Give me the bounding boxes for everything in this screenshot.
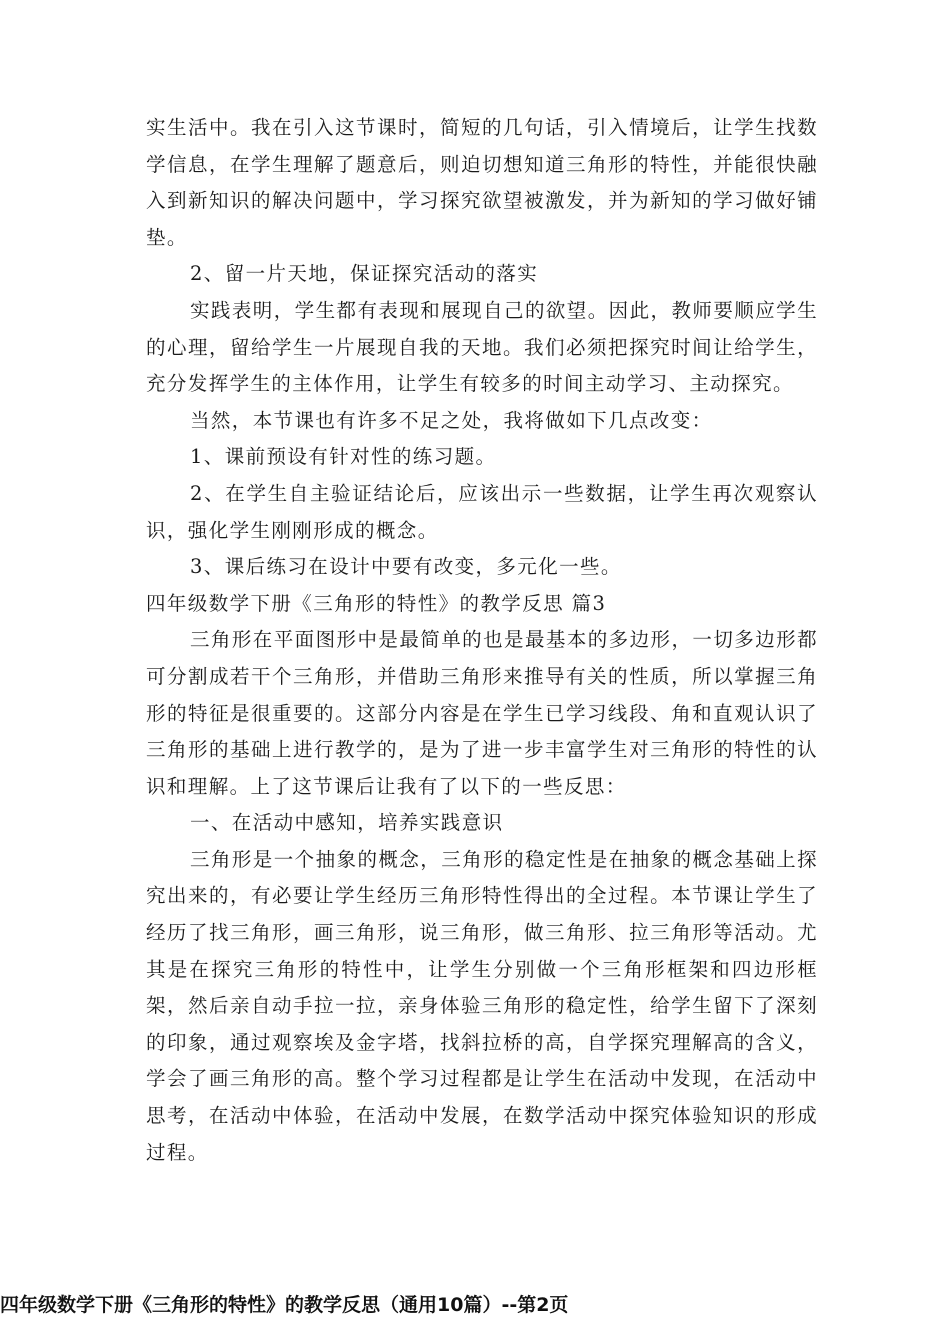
page-footer: 四年级数学下册《三角形的特性》的教学反思（通用10篇）--第2页 [0, 1294, 569, 1316]
heading-activity-perception: 一、在活动中感知，培养实践意识 [190, 811, 504, 835]
list-item-2: 2、在学生自主验证结论后，应该出示一些数据，让学生再次观察认识，强化学生刚刚形成的概念。 [146, 481, 818, 542]
paragraph-1: 实生活中。我在引入这节课时，简短的几句话，引入情境后，让学生找数学信息，在学生理解了题意后，则迫切想知道三角形的特性，并能很快融入到新知识的解决问题中，学习探究欲望被激发，并为新知的学习做好铺垫。 [146, 116, 818, 249]
document-body [146, 110, 818, 1171]
paragraph-shortcomings: 当然，本节课也有许多不足之处，我将做如下几点改变： [190, 408, 713, 432]
list-item-3: 3、课后练习在设计中要有改变，多元化一些。 [190, 555, 622, 579]
paragraph-triangle-activity: 三角形是一个抽象的概念，三角形的稳定性是在抽象的概念基础上探究出来的，有必要让学生经历三角形特性得出的全过程。本节课让学生了经历了找三角形，画三角形，说三角形，做三角形、拉三角形等活动。尤其是在探究三角形的特性中，让学生分别做一个三角形框架和四边形框架，然后亲自动手拉一拉，亲身体验三角形的稳定性，给学生留下了深刻的印象，通过观察埃及金字塔，找斜拉桥的高，自学探究理解高的含义，学会了画三角形的高。整个学习过程都是让学生在活动中发现，在活动中思考，在活动中体验，在活动中发展，在数学活动中探究体验知识的形成过程。 [146, 847, 818, 1164]
list-item-1: 1、课前预设有针对性的练习题。 [190, 445, 497, 469]
section-title-part-3: 四年级数学下册《三角形的特性》的教学反思 篇3 [146, 591, 607, 615]
paragraph-triangle-intro: 三角形在平面图形中是最简单的也是最基本的多边形，一切多边形都可分割成若干个三角形，并借助三角形来推导有关的性质，所以掌握三角形的特征是很重要的。这部分内容是在学生已学习线段、角和直观认识了三角形的基础上进行教学的，是为了进一步丰富学生对三角形的特性的认识和理解。上了这节课后让我有了以下的一些反思： [146, 628, 818, 798]
heading-2-leave-space: 2、留一片天地，保证探究活动的落实 [190, 262, 539, 286]
paragraph-practice: 实践表明，学生都有表现和展现自己的欲望。因此，教师要顺应学生的心理，留给学生一片展现自我的天地。我们必须把探究时间让给学生，充分发挥学生的主体作用，让学生有较多的时间主动学习、主动探究。 [146, 298, 818, 396]
